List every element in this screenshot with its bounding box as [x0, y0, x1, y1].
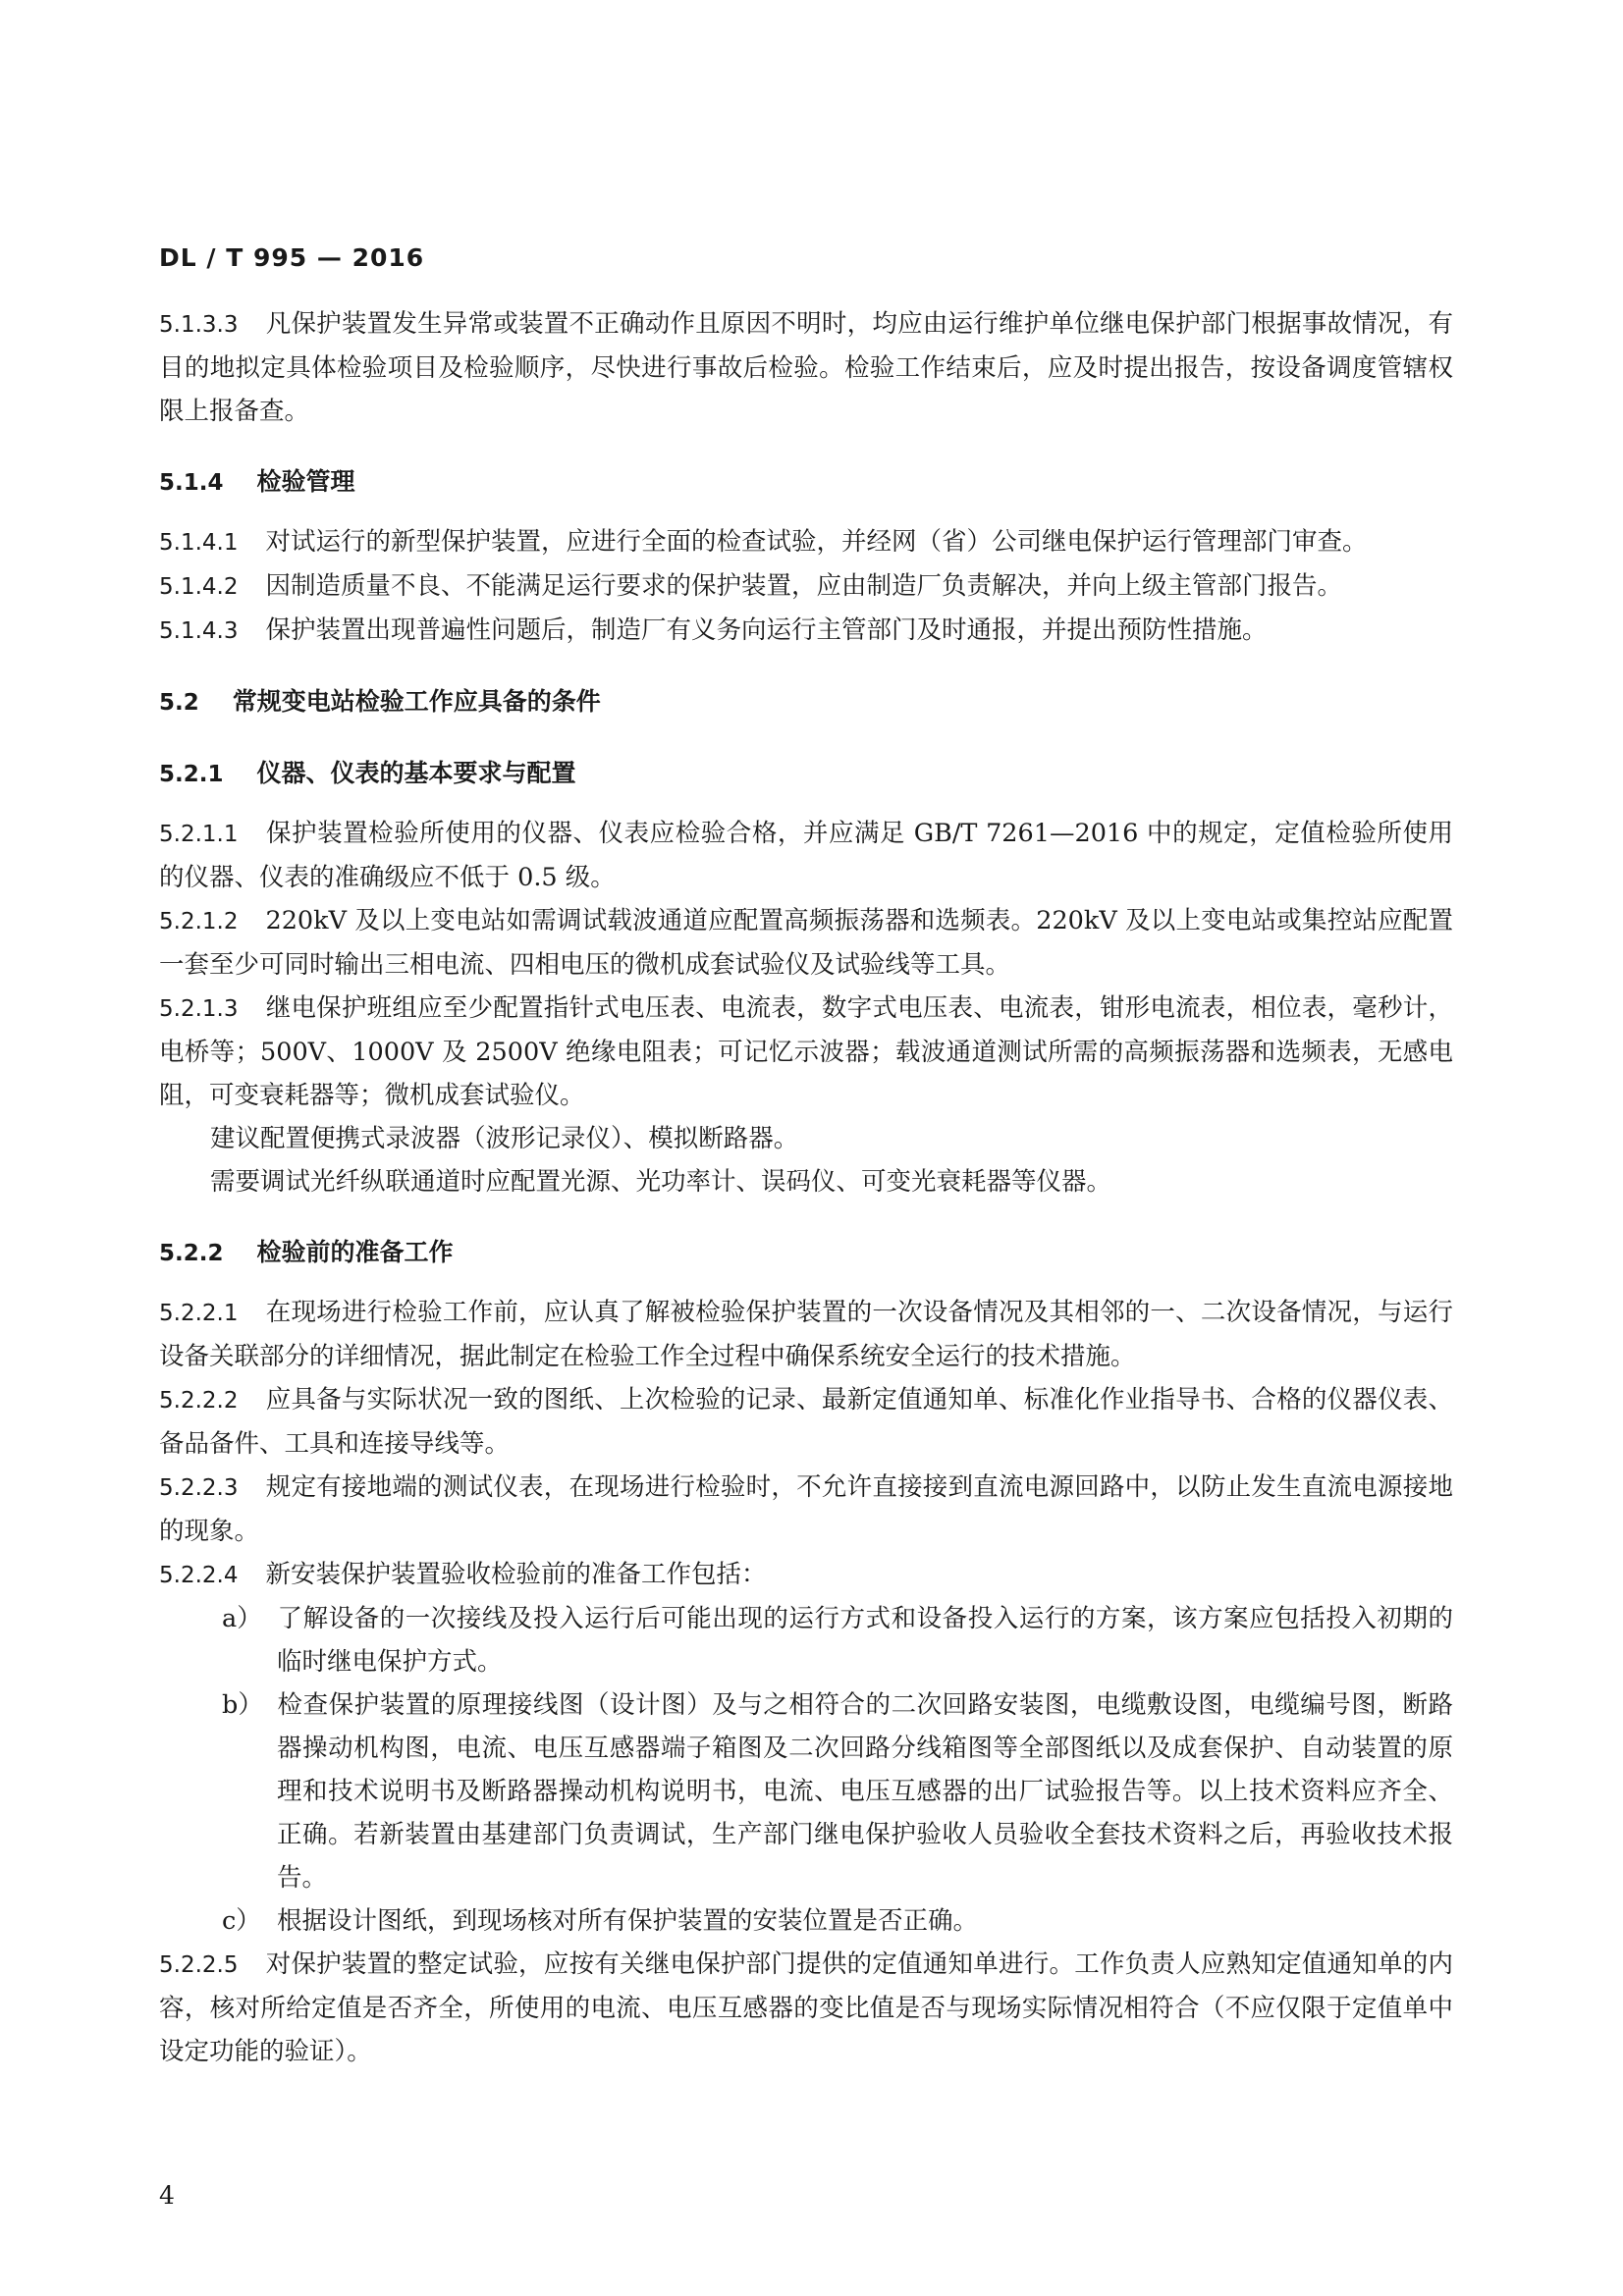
- clause-5-2-2-3: [159, 1466, 1453, 1553]
- heading-5-2: [159, 680, 1453, 724]
- clause-5-2-1-2: [159, 899, 1453, 987]
- clause-number: 5.2.1.1: [159, 822, 239, 847]
- clause-text: 对试运行的新型保护装置，应进行全面的检查试验，并经网（省）公司继电保护运行管理部门审查。: [265, 527, 1368, 557]
- clause-text: 新安装保护装置验收检验前的准备工作包括：: [265, 1560, 767, 1589]
- list-item-b: [159, 1683, 1453, 1899]
- document-body: [159, 302, 1453, 2073]
- clause-text: 220kV 及以上变电站如需调试载波通道应配置高频振荡器和选频表。220kV 及以上变电站或集控站应配置一套至少可同时输出三相电流、四相电压的微机成套试验仪及试验线等工具。: [159, 906, 1453, 980]
- heading-number: 5.2: [159, 690, 199, 716]
- clause-number: 5.1.4.2: [159, 574, 239, 600]
- clause-5-1-3-3: [159, 302, 1453, 433]
- clause-5-2-2-2: [159, 1378, 1453, 1466]
- list-marker: b）: [222, 1690, 263, 1720]
- fiber-channel-note: 需要调试光纤纵联通道时应配置光源、光功率计、误码仪、可变光衰耗器等仪器。: [210, 1167, 1112, 1197]
- clause-text: 在现场进行检验工作前，应认真了解被检验保护装置的一次设备情况及其相邻的一、二次设备情况，与运行设备关联部分的详细情况，据此制定在检验工作全过程中确保系统安全运行的技术措施。: [159, 1298, 1453, 1371]
- clause-number: 5.2.1.2: [159, 909, 239, 934]
- list-marker: c）: [222, 1906, 261, 1936]
- clause-5-1-4-3: [159, 609, 1453, 653]
- page-number: 4: [159, 2181, 175, 2210]
- clause-text: 保护装置检验所使用的仪器、仪表应检验合格，并应满足 GB/T 7261—2016 中的规定，定值检验所使用的仪器、仪表的准确级应不低于 0.5 级。: [159, 819, 1453, 892]
- clause-number: 5.2.1.3: [159, 996, 239, 1022]
- clause-5-2-1-1: [159, 812, 1453, 899]
- list-item-c: [159, 1899, 1453, 1943]
- standard-code-header: DL / T 995 — 2016: [159, 243, 425, 272]
- clause-5-1-4-2: [159, 564, 1453, 609]
- clause-5-1-4-1: [159, 520, 1453, 564]
- list-item-text: 了解设备的一次接线及投入运行后可能出现的运行方式和设备投入运行的方案，该方案应包括投入初期的临时继电保护方式。: [277, 1604, 1453, 1677]
- clause-text: 保护装置出现普遍性问题后，制造厂有义务向运行主管部门及时通报，并提出预防性措施。: [265, 615, 1268, 645]
- clause-number: 5.2.2.5: [159, 1952, 239, 1978]
- clause-text: 凡保护装置发生异常或装置不正确动作且原因不明时，均应由运行维护单位继电保护部门根据事故情况，有目的地拟定具体检验项目及检验顺序，尽快进行事故后检验。检验工作结束后，应及时提出报告，按设备调度管辖权限上报备查。: [159, 309, 1453, 426]
- heading-title: 检验前的准备工作: [256, 1238, 454, 1266]
- clause-5-2-2-5: [159, 1943, 1453, 2073]
- clause-number: 5.2.2.1: [159, 1301, 239, 1326]
- clause-text: 继电保护班组应至少配置指针式电压表、电流表，数字式电压表、电流表，钳形电流表，相位表，毫秒计，电桥等；500V、1000V 及 2500V 绝缘电阻表；可记忆示波器；载波通道测试所需的高频振荡器和选频表，无感电阻，可变衰耗器等；微机成套试验仪。: [159, 993, 1453, 1110]
- clause-number: 5.2.2.4: [159, 1563, 239, 1588]
- clause-number: 5.1.4.3: [159, 618, 239, 644]
- heading-title: 检验管理: [256, 467, 355, 496]
- clause-text: 因制造质量不良、不能满足运行要求的保护装置，应由制造厂负责解决，并向上级主管部门报告。: [265, 571, 1342, 601]
- clause-text: 规定有接地端的测试仪表，在现场进行检验时，不允许直接接到直流电源回路中，以防止发生直流电源接地的现象。: [159, 1472, 1453, 1546]
- clause-5-2-2-4: [159, 1553, 1453, 1597]
- heading-5-1-4: [159, 460, 1453, 505]
- clause-text: 对保护装置的整定试验，应按有关继电保护部门提供的定值通知单进行。工作负责人应熟知定值通知单的内容，核对所给定值是否齐全，所使用的电流、电压互感器的变比值是否与现场实际情况相符合（不应仅限于定值单中设定功能的验证）。: [159, 1949, 1453, 2066]
- clause-number: 5.2.2.3: [159, 1475, 239, 1501]
- recommendation-note: 建议配置便携式录波器（波形记录仪）、模拟断路器。: [210, 1124, 799, 1153]
- heading-number: 5.2.1: [159, 762, 224, 787]
- heading-5-2-2: [159, 1231, 1453, 1275]
- heading-number: 5.1.4: [159, 470, 224, 496]
- clause-text: 应具备与实际状况一致的图纸、上次检验的记录、最新定值通知单、标准化作业指导书、合格的仪器仪表、备品备件、工具和连接导线等。: [159, 1385, 1453, 1459]
- clause-number: 5.1.3.3: [159, 312, 239, 338]
- clause-number: 5.1.4.1: [159, 530, 239, 556]
- list-item-text: 根据设计图纸，到现场核对所有保护装置的安装位置是否正确。: [277, 1906, 979, 1936]
- heading-title: 仪器、仪表的基本要求与配置: [256, 759, 576, 787]
- clause-5-2-1-3: [159, 987, 1453, 1117]
- list-marker: a）: [222, 1604, 262, 1633]
- heading-number: 5.2.2: [159, 1241, 224, 1266]
- heading-title: 常规变电站检验工作应具备的条件: [232, 687, 601, 716]
- heading-5-2-1: [159, 752, 1453, 796]
- clause-5-2-2-1: [159, 1291, 1453, 1378]
- list-item-a: [159, 1597, 1453, 1683]
- clause-number: 5.2.2.2: [159, 1388, 239, 1414]
- list-item-text: 检查保护装置的原理接线图（设计图）及与之相符合的二次回路安装图，电缆敷设图，电缆编号图，断路器操动机构图，电流、电压互感器端子箱图及二次回路分线箱图等全部图纸以及成套保护、自动装置的原理和技术说明书及断路器操动机构说明书，电流、电压互感器的出厂试验报告等。以上技术资料应齐全、正确。若新装置由基建部门负责调试，生产部门继电保护验收人员验收全套技术资料之后，再验收技术报告。: [277, 1690, 1453, 1893]
